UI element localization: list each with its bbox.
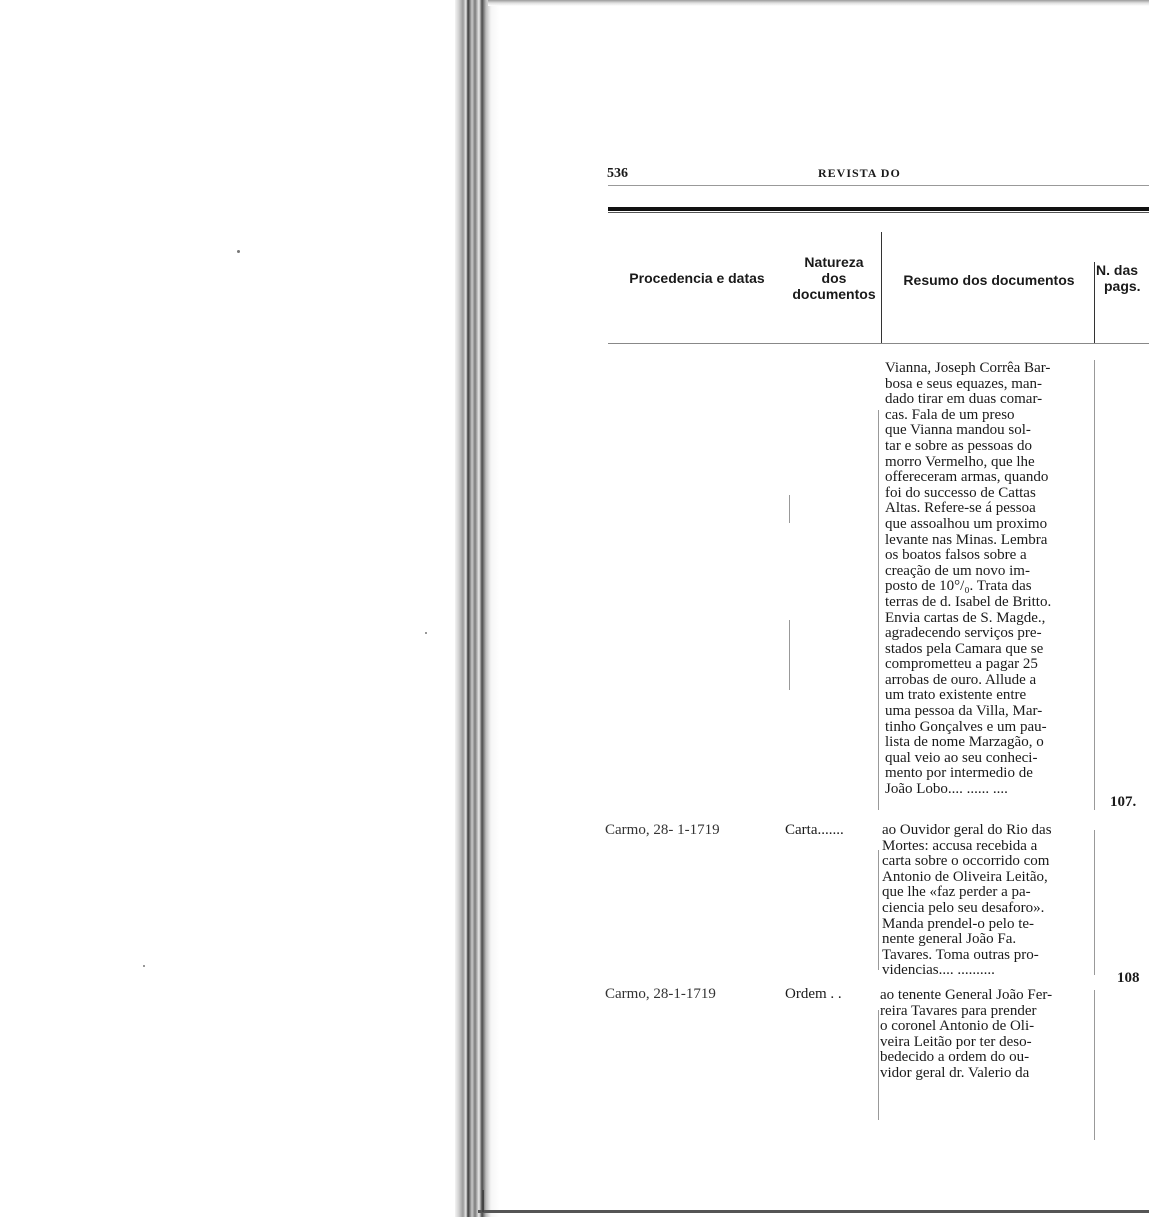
summary-line: dado tirar em duas comar- [885, 391, 1043, 408]
summary-line: offereceram armas, quando [885, 469, 1049, 486]
summary-line: tinho Gonçalves e um pau- [885, 718, 1047, 735]
column-divider [878, 850, 879, 970]
page-top-edge [488, 0, 1149, 6]
summary-line: terras de d. Isabel de Britto. [885, 593, 1052, 610]
summary-line: agradecendo serviços pre- [885, 625, 1042, 642]
summary-line: um trato existente entre [885, 687, 1027, 704]
summary-line: João Lobo.... ...... .... [885, 781, 1008, 798]
summary-line: veira Leitão por ter deso- [880, 1033, 1032, 1050]
table-row-origin: Carmo, 28- 1-1719 [605, 822, 720, 838]
column-divider [878, 410, 879, 810]
column-divider [878, 1010, 879, 1120]
summary-line: bedecido a ordem do ou- [880, 1049, 1030, 1066]
page-number: 536 [607, 166, 628, 181]
table-top-rule [608, 207, 1149, 211]
summary-line: foi do successo de Cattas [885, 484, 1036, 501]
column-divider [1094, 990, 1095, 1140]
summary-line: Antonio de Oliveira Leitão, [882, 868, 1048, 885]
header-bottom-rule [608, 343, 1149, 344]
page-left-edge [482, 1190, 484, 1212]
summary-line: morro Vermelho, que lhe [885, 453, 1035, 470]
summary-line: nente general João Fa. [882, 931, 1017, 948]
summary-line: qual veio ao seu conheci- [885, 749, 1038, 766]
column-divider [1094, 262, 1095, 344]
table-row-pages: 107. [1110, 794, 1137, 810]
summary-line: posto de 10°/₀. Trata das [885, 578, 1032, 595]
column-divider [789, 620, 790, 690]
summary-line: que Vianna mandou sol- [885, 422, 1031, 439]
column-header-natureza-line: documentos [792, 286, 876, 302]
column-header-resumo: Resumo dos documentos [903, 272, 1075, 288]
table-row-summary [880, 988, 1093, 1082]
table-row-summary [885, 361, 1095, 798]
summary-line: reira Tavares para prender [880, 1002, 1037, 1019]
summary-line: o coronel Antonio de Oli- [880, 1018, 1035, 1035]
summary-line: ao Ouvidor geral do Rio das [882, 822, 1052, 838]
table-row-kind: Ordem . . [785, 986, 842, 1002]
summary-line: ao tenente General João Fer- [880, 987, 1053, 1003]
column-header-natureza-line: Natureza [804, 254, 864, 270]
column-header-natureza [786, 254, 882, 302]
summary-line: Altas. Refere-se á pessoa [885, 500, 1036, 517]
table-row-origin: Carmo, 28-1-1719 [605, 986, 716, 1002]
book-gutter [455, 0, 499, 1217]
summary-line: bosa e seus equazes, man- [885, 375, 1043, 392]
summary-line: levante nas Minas. Lembra [885, 531, 1048, 548]
column-header-pags-line: N. das [1096, 262, 1139, 278]
summary-line: videncias.... .......... [882, 962, 995, 979]
header-rule [608, 185, 1149, 186]
summary-line: Manda prendel-o pelo te- [882, 915, 1035, 932]
column-header-pags [1096, 262, 1149, 294]
table-row-pages: 108 [1117, 970, 1140, 986]
summary-line: arrobas de ouro. Allude a [885, 671, 1037, 688]
page-bottom-edge [478, 1210, 1149, 1213]
summary-line: ciencia pelo seu desaforo». [882, 899, 1045, 916]
column-header-natureza-line: dos [821, 270, 847, 286]
column-divider [789, 495, 790, 523]
summary-line: uma pessoa da Villa, Mar- [885, 703, 1043, 720]
summary-line: stados pela Camara que se [885, 640, 1044, 657]
summary-line: Envia cartas de S. Magde., [885, 609, 1046, 626]
scan-speck [143, 965, 145, 967]
scan-speck [237, 250, 240, 253]
scan-speck [425, 632, 427, 634]
running-head: REVISTA DO [818, 166, 901, 180]
table-top-rule-thin [608, 212, 1149, 213]
column-divider [881, 232, 882, 344]
summary-line: os boatos falsos sobre a [885, 547, 1027, 564]
summary-line: Tavares. Toma outras pro- [882, 946, 1039, 963]
summary-line: creação de um novo im- [885, 562, 1030, 579]
summary-line: lista de nome Marzagão, o [885, 734, 1044, 751]
summary-line: carta sobre o occorrido com [882, 853, 1050, 870]
summary-line: Mortes: accusa recebida a [882, 837, 1038, 854]
summary-line: Vianna, Joseph Corrêa Bar- [885, 360, 1051, 376]
summary-line: cas. Fala de um preso [885, 406, 1015, 423]
summary-line: tar e sobre as pessoas do [885, 437, 1033, 454]
table-row-kind: Carta....... [785, 822, 844, 838]
summary-line: que lhe «faz perder a pa- [882, 884, 1031, 901]
column-header-pags-line: pags. [1104, 278, 1141, 294]
summary-line: vidor geral dr. Valerio da [880, 1064, 1030, 1081]
table-row-summary [882, 823, 1095, 979]
summary-line: que assoalhou um proximo [885, 515, 1048, 532]
column-header-procedencia: Procedencia e datas [629, 270, 765, 286]
summary-line: mento por intermedio de [885, 765, 1033, 782]
summary-line: comprometteu a pagar 25 [885, 656, 1038, 673]
